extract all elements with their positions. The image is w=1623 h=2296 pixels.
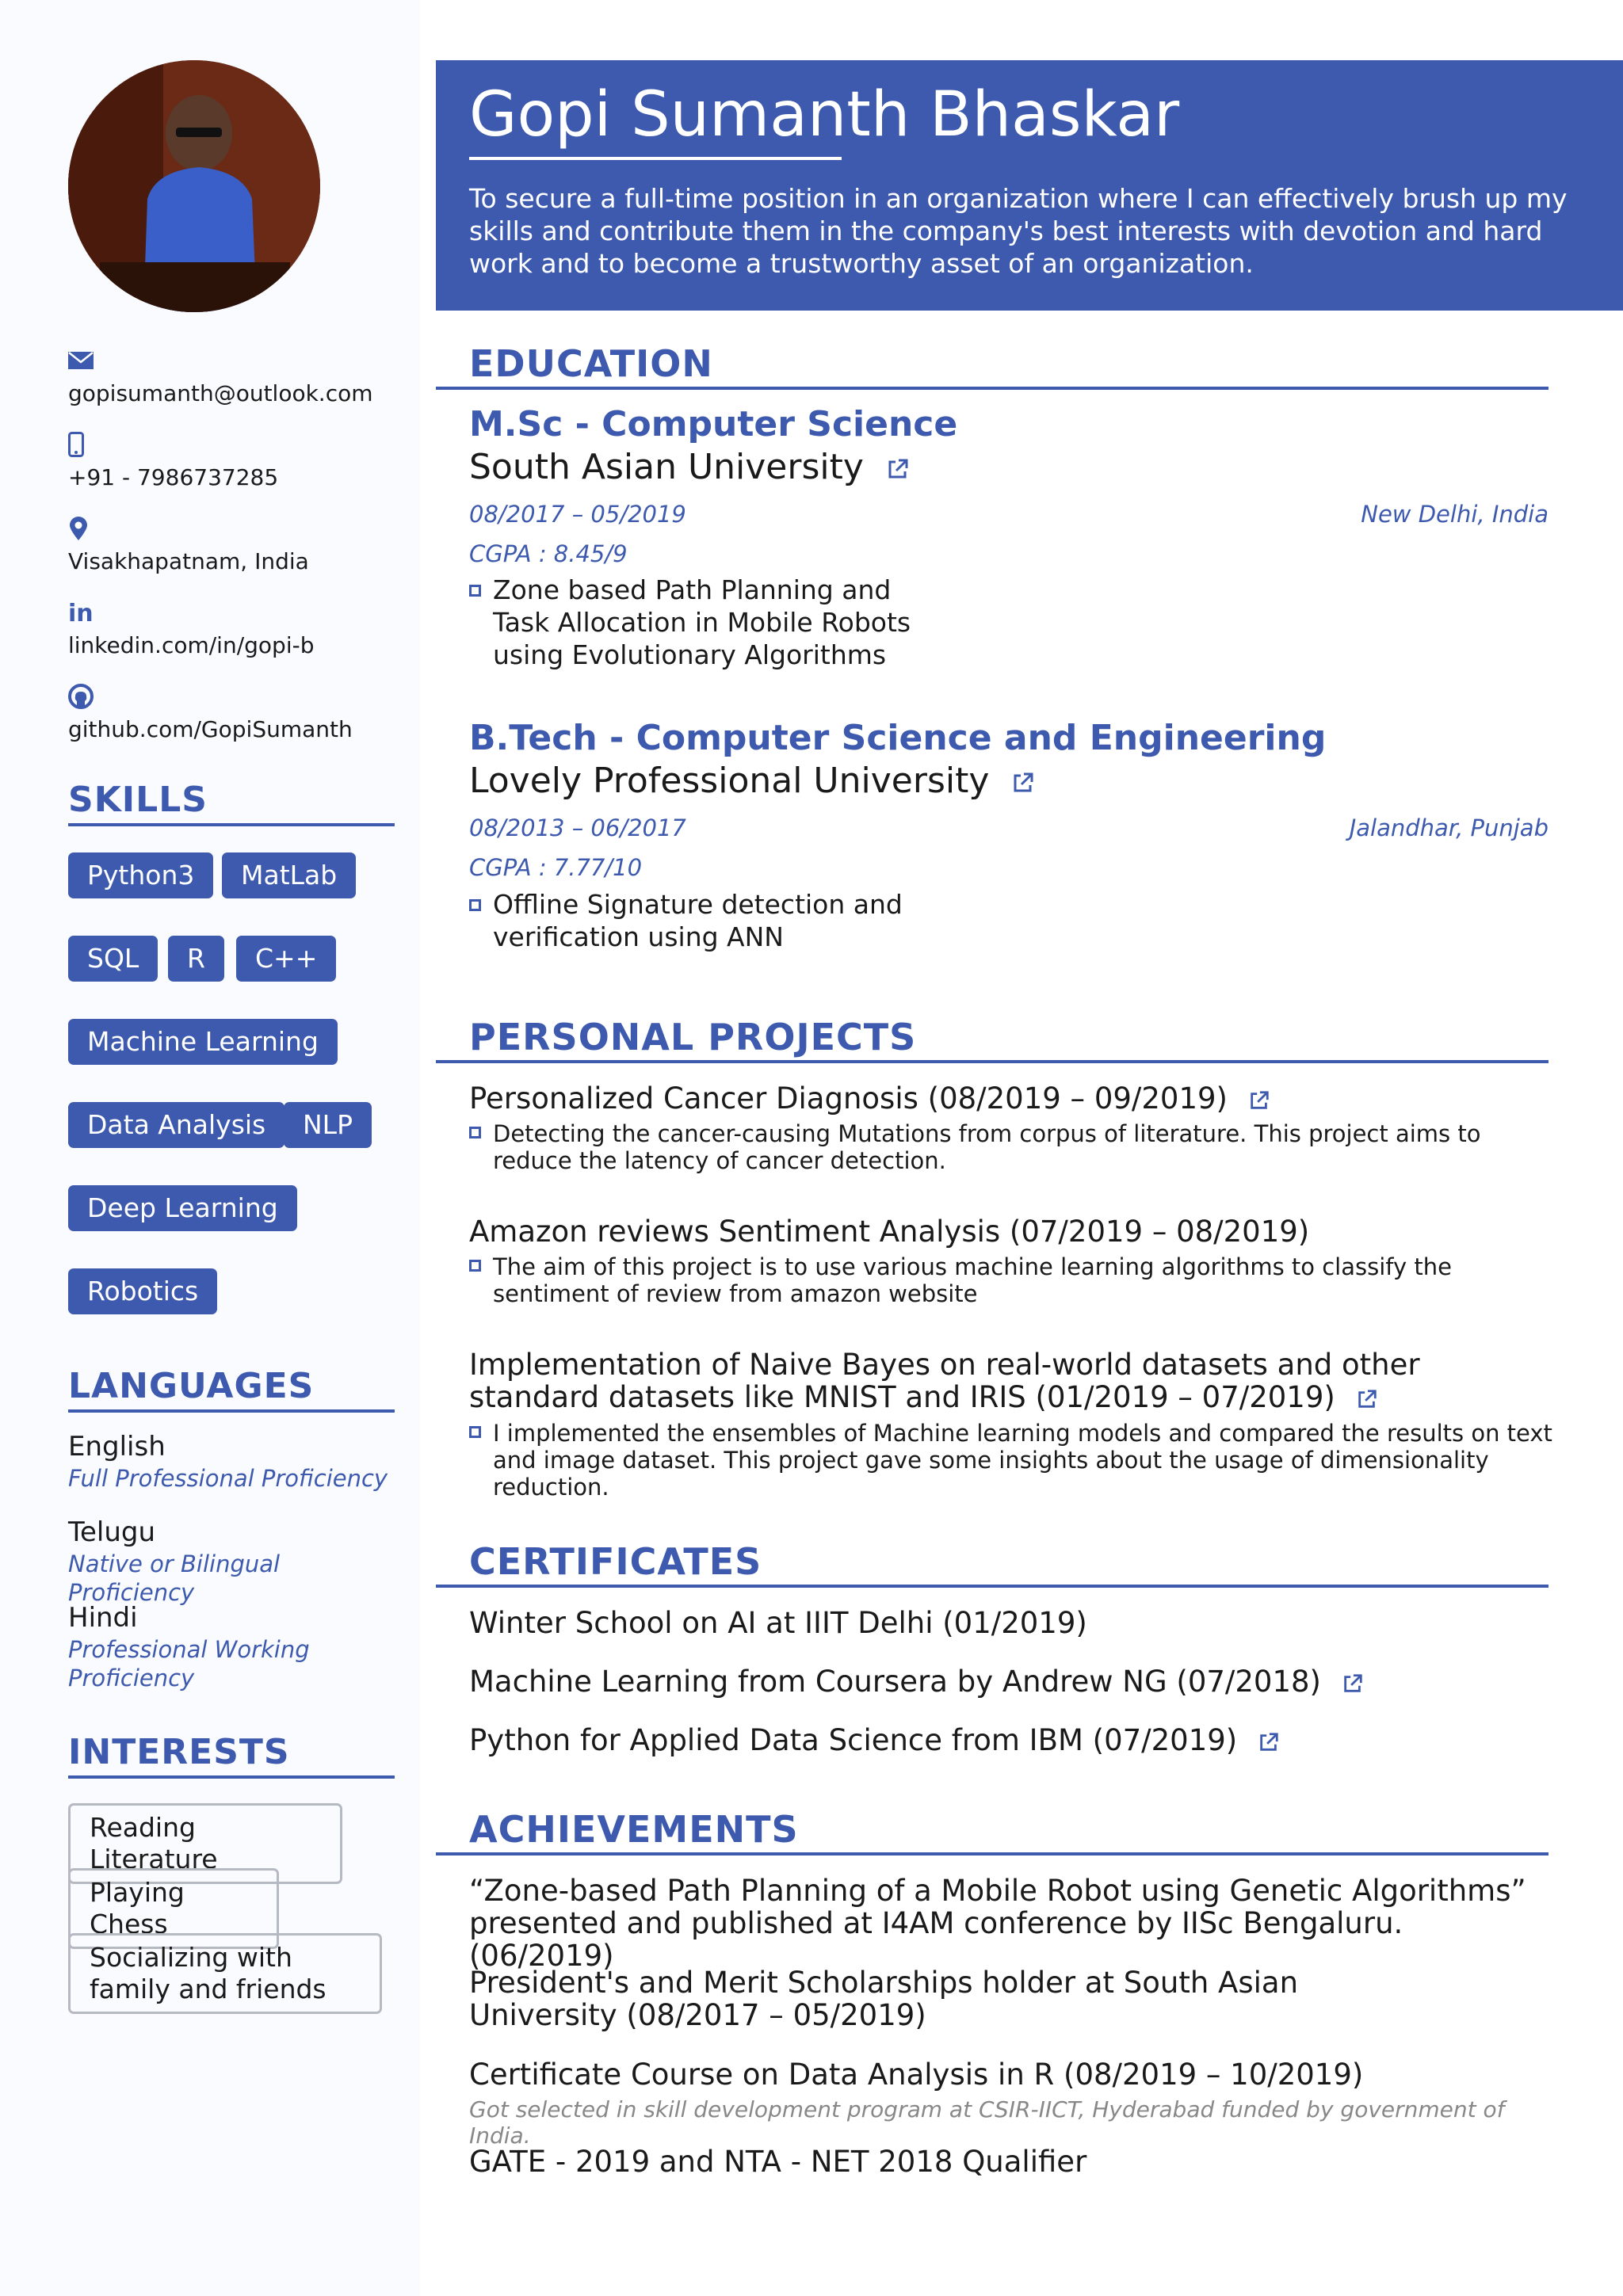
achievement-note: Got selected in skill development program at CSIR-IICT, Hyderabad funded by government of India. xyxy=(469,2096,1505,2149)
institution-label: Lovely Professional University xyxy=(469,761,990,801)
achievement-item: GATE - 2019 and NTA - NET 2018 Qualifier xyxy=(469,2145,1087,2179)
phone-text: +91 - 7986737285 xyxy=(68,464,279,490)
language-name: Hindi xyxy=(68,1602,138,1634)
skill-chip: NLP xyxy=(284,1102,372,1148)
certificate-item[interactable] xyxy=(469,1665,1364,1698)
skill-chip: Machine Learning xyxy=(68,1019,338,1065)
project-title: Amazon reviews Sentiment Analysis (07/2019 – 08/2019) xyxy=(469,1215,1310,1249)
map-pin-icon xyxy=(68,516,89,541)
language-item xyxy=(68,1516,409,1607)
project-title[interactable] xyxy=(469,1348,1515,1413)
projects-heading: PERSONAL PROJECTS xyxy=(436,1016,1549,1063)
email-text: gopisumanth@outlook.com xyxy=(68,380,373,406)
profile-photo xyxy=(68,60,320,312)
linkedin-icon xyxy=(68,601,95,624)
language-level: Full Professional Proficiency xyxy=(68,1465,388,1492)
interests-heading: INTERESTS xyxy=(68,1732,395,1779)
education-dates: 08/2013 – 06/2017 xyxy=(469,814,686,841)
interest-box: Playing Chess xyxy=(68,1868,279,1949)
contact-phone[interactable] xyxy=(68,433,401,490)
education-heading: EDUCATION xyxy=(436,342,1549,390)
education-highlight: Offline Signature detection and verification using ANN xyxy=(468,888,911,953)
skill-chip: MatLab xyxy=(222,852,356,898)
interest-box: Reading Literature xyxy=(68,1803,342,1884)
header-banner xyxy=(436,60,1623,311)
project-description: I implemented the ensembles of Machine learning models and compared the results on text and image dataset. This project gave some insights about the usage of dimensionality reduction. xyxy=(468,1420,1561,1501)
certificates-heading: CERTIFICATES xyxy=(436,1540,1549,1588)
education-cgpa: CGPA : 7.77/10 xyxy=(469,854,643,881)
education-dates: 08/2017 – 05/2019 xyxy=(469,501,686,528)
location-text: Visakhapatnam, India xyxy=(68,548,309,574)
project-title[interactable] xyxy=(469,1082,1270,1115)
linkedin-text: linkedin.com/in/gopi-b xyxy=(68,632,315,658)
skill-chip: Robotics xyxy=(68,1268,217,1314)
education-location: Jalandhar, Punjab xyxy=(1349,814,1549,841)
achievements-heading: ACHIEVEMENTS xyxy=(436,1808,1549,1855)
skill-chip: SQL xyxy=(68,936,158,982)
project-description: Detecting the cancer-causing Mutations from corpus of literature. This project aims to reduce the latency of cancer detection. xyxy=(468,1120,1529,1174)
external-link-icon[interactable] xyxy=(1342,1672,1364,1695)
certificate-text: Python for Applied Data Science from IBM (07/2019) xyxy=(469,1723,1238,1757)
language-level: Professional Working Proficiency xyxy=(68,1636,310,1691)
name-underline xyxy=(469,157,842,160)
contact-github[interactable] xyxy=(68,685,401,742)
external-link-icon[interactable] xyxy=(886,457,910,481)
project-title-text: Implementation of Naive Bayes on real-world datasets and other standard datasets like MNIST and IRIS (01/2019 – 07/2019) xyxy=(469,1348,1420,1414)
contact-location xyxy=(68,517,401,574)
skill-chip: Deep Learning xyxy=(68,1185,297,1231)
language-name: English xyxy=(68,1431,166,1463)
skill-chip: R xyxy=(168,936,224,982)
education-highlight: Zone based Path Planning and Task Allocation in Mobile Robots using Evolutionary Algorithms xyxy=(468,574,935,671)
project-title-text: Personalized Cancer Diagnosis (08/2019 – 09/2019) xyxy=(469,1081,1228,1116)
certificate-item[interactable] xyxy=(469,1724,1280,1756)
candidate-name: Gopi Sumanth Bhaskar xyxy=(469,79,1180,151)
contact-email[interactable] xyxy=(68,349,401,406)
certificate-item: Winter School on AI at IIIT Delhi (01/2019) xyxy=(469,1606,1087,1640)
institution-name[interactable] xyxy=(469,447,910,487)
achievement-item: “Zone-based Path Planning of a Mobile Robot using Genetic Algorithms” presented and published at I4AM conference by IISc Bengaluru. (06/2019) xyxy=(469,1874,1526,1973)
certificate-text: Machine Learning from Coursera by Andrew NG (07/2018) xyxy=(469,1665,1321,1699)
achievement-item: President's and Merit Scholarships holder at South Asian University (08/2017 – 05/2019) xyxy=(469,1966,1299,2032)
languages-heading: LANGUAGES xyxy=(68,1366,395,1413)
skill-chip: C++ xyxy=(236,936,336,982)
svg-text:in: in xyxy=(68,601,94,624)
language-name: Telugu xyxy=(68,1516,156,1548)
project-description: The aim of this project is to use various machine learning algorithms to classify the sentiment of review from amazon website xyxy=(468,1253,1553,1307)
skill-chip: Python3 xyxy=(68,852,213,898)
mobile-phone-icon xyxy=(68,432,84,457)
institution-label: South Asian University xyxy=(469,447,864,487)
github-text: github.com/GopiSumanth xyxy=(68,716,353,742)
person-portrait-icon xyxy=(68,60,320,312)
envelope-icon xyxy=(68,352,94,369)
external-link-icon[interactable] xyxy=(1011,771,1035,795)
degree-title: M.Sc - Computer Science xyxy=(469,404,958,444)
interest-box: Socializing with family and friends xyxy=(68,1933,382,2014)
degree-title: B.Tech - Computer Science and Engineering xyxy=(469,718,1327,758)
education-location: New Delhi, India xyxy=(1361,501,1549,528)
github-icon xyxy=(68,684,94,709)
contact-linkedin[interactable] xyxy=(68,601,401,658)
career-objective: To secure a full-time position in an organization where I can effectively brush up my skills and contribute them in the company's best interests with devotion and hard work and to become a trustworthy asset of an organization. xyxy=(469,183,1568,279)
achievement-item: Certificate Course on Data Analysis in R (08/2019 – 10/2019) xyxy=(469,2058,1364,2092)
language-item xyxy=(68,1602,322,1692)
external-link-icon[interactable] xyxy=(1258,1731,1280,1753)
external-link-icon[interactable] xyxy=(1356,1388,1378,1410)
skills-heading: SKILLS xyxy=(68,780,395,826)
institution-name[interactable] xyxy=(469,761,1035,801)
education-cgpa: CGPA : 8.45/9 xyxy=(469,540,628,567)
language-item xyxy=(68,1431,409,1493)
external-link-icon[interactable] xyxy=(1248,1089,1270,1112)
language-level: Native or Bilingual Proficiency xyxy=(68,1550,281,1606)
skill-chip: Data Analysis xyxy=(68,1102,285,1148)
